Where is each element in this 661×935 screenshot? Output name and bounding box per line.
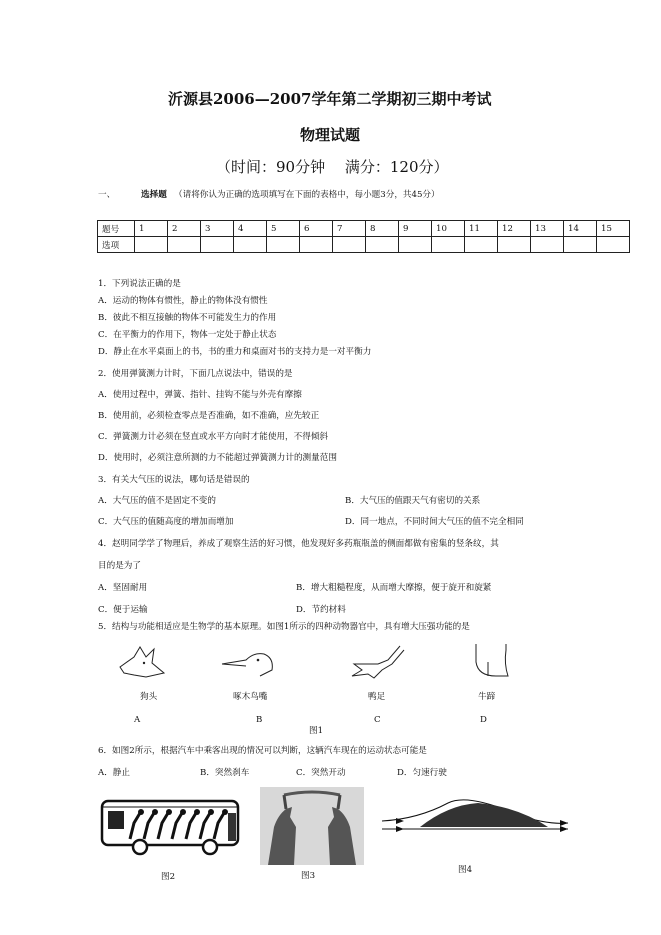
q3-option-b: B．大气压的值跟天气有密切的关系 [345,496,481,506]
answer-cell[interactable] [465,237,498,253]
answer-cell[interactable] [432,237,465,253]
q2-stem: 2．使用弹簧测力计时，下面几点说法中，错误的是 [98,369,293,379]
table-cell-number: 11 [465,221,498,237]
q4-option-c: C．便于运输 [98,605,148,615]
q4-option-b: B．增大粗糙程度，从而增大摩擦，便于旋开和旋紧 [296,583,492,593]
airfoil-airflow-drawing [378,795,574,847]
table-cell-number: 15 [597,221,630,237]
section-label: 选择题 [141,190,167,200]
table-cell-number: 14 [564,221,597,237]
answer-cell[interactable] [234,237,267,253]
figure-4-caption: 图4 [458,865,473,875]
answer-cell[interactable] [498,237,531,253]
q1-option-c: C．在平衡力的作用下，物体一定处于静止状态 [98,330,277,340]
table-cell-number: 6 [300,221,333,237]
section-instruction: （请将你认为正确的选项填写在下面的表格中，每小题3分，共45分） [174,190,440,200]
q4-stem-line2: 目的是为了 [98,561,141,571]
hands-bending-ruler-photo [260,787,364,865]
q5-label-c: 鸭足 [368,692,386,702]
table-cell-number: 4 [234,221,267,237]
exam-info: （时间：90分钟 满分：120分） [216,158,449,176]
q5-letter-a: A [134,715,141,725]
q5-label-a: 狗头 [140,692,158,702]
table-header-option: 选项 [98,237,135,253]
table-cell-number: 13 [531,221,564,237]
section-number: 一、 [98,190,116,200]
table-cell-number: 3 [201,221,234,237]
q5-letter-b: B [256,715,263,725]
table-cell-number: 9 [399,221,432,237]
answer-cell[interactable] [366,237,399,253]
q3-option-c: C．大气压的值随高度的增加而增加 [98,517,234,527]
q3-option-d: D．同一地点，不同时间大气压的值不完全相同 [345,517,524,527]
table-cell-number: 1 [135,221,168,237]
answer-table [97,220,630,253]
q5-letter-d: D [480,715,487,725]
q6-option-b: B．突然刹车 [200,768,250,778]
q5-label-b: 啄木鸟嘴 [233,692,268,702]
woodpecker-beak-drawing [220,648,280,682]
q2-option-d: D．使用时，必须注意所测的力不能超过弹簧测力计的测量范围 [98,453,337,463]
q6-option-d: D．匀速行驶 [397,768,447,778]
answer-cell[interactable] [300,237,333,253]
answer-cell[interactable] [135,237,168,253]
q6-option-a: A．静止 [98,768,130,778]
dog-head-drawing [116,643,176,685]
table-cell-number: 12 [498,221,531,237]
table-cell-number: 8 [366,221,399,237]
q1-option-d: D．静止在水平桌面上的书，书的重力和桌面对书的支持力是一对平衡力 [98,347,372,357]
answer-table-number-row [98,221,630,237]
q4-option-d: D．节约材料 [296,605,346,615]
exam-title: 沂源县2006—2007学年第二学期初三期中考试 [168,90,492,108]
figure-1-caption: 图1 [309,726,324,736]
answer-cell[interactable] [531,237,564,253]
answer-table-option-row [98,237,630,253]
q2-option-a: A．使用过程中，弹簧、指针、挂钩不能与外壳有摩擦 [98,390,302,400]
q3-option-a: A．大气压的值不是固定不变的 [98,496,216,506]
q1-stem: 1．下列说法正确的是 [98,279,181,289]
subject-title: 物理试题 [300,126,361,144]
answer-cell[interactable] [564,237,597,253]
answer-cell[interactable] [597,237,630,253]
figure-2-caption: 图2 [161,872,176,882]
q3-stem: 3．有关大气压的说法，哪句话是错误的 [98,475,250,485]
cow-hoof-drawing [466,640,518,686]
duck-foot-drawing [348,642,408,684]
answer-cell[interactable] [399,237,432,253]
q2-option-c: C．弹簧测力计必须在竖直或水平方向时才能使用，不得倾斜 [98,432,329,442]
q6-stem: 6．如图2所示，根据汽车中乘客出现的情况可以判断，这辆汽车现在的运动状态可能是 [98,746,427,756]
table-cell-number: 7 [333,221,366,237]
answer-cell[interactable] [201,237,234,253]
q2-option-b: B．使用前，必须检查零点是否准确，如不准确，应先较正 [98,411,320,421]
answer-cell[interactable] [333,237,366,253]
q6-option-c: C．突然开动 [296,768,346,778]
q4-option-a: A．坚固耐用 [98,583,148,593]
bus-drawing [100,795,242,857]
table-header-number: 题号 [98,221,135,237]
table-cell-number: 10 [432,221,465,237]
q1-option-b: B．彼此不相互接触的物体不可能发生力的作用 [98,313,277,323]
answer-cell[interactable] [168,237,201,253]
answer-cell[interactable] [267,237,300,253]
q4-stem-line1: 4．赵明同学学了物理后，养成了观察生活的好习惯，他发现好多药瓶瓶盖的侧面都做有密集的竖条纹，其 [98,539,499,549]
figure-3-caption: 图3 [301,871,316,881]
table-cell-number: 5 [267,221,300,237]
table-cell-number: 2 [168,221,201,237]
q5-label-d: 牛蹄 [478,692,496,702]
q1-option-a: A．运动的物体有惯性，静止的物体没有惯性 [98,296,268,306]
q5-stem: 5．结构与功能相适应是生物学的基本原理。如图1所示的四种动物器官中，具有增大压强功能的是 [98,622,470,632]
q5-letter-c: C [374,715,381,725]
